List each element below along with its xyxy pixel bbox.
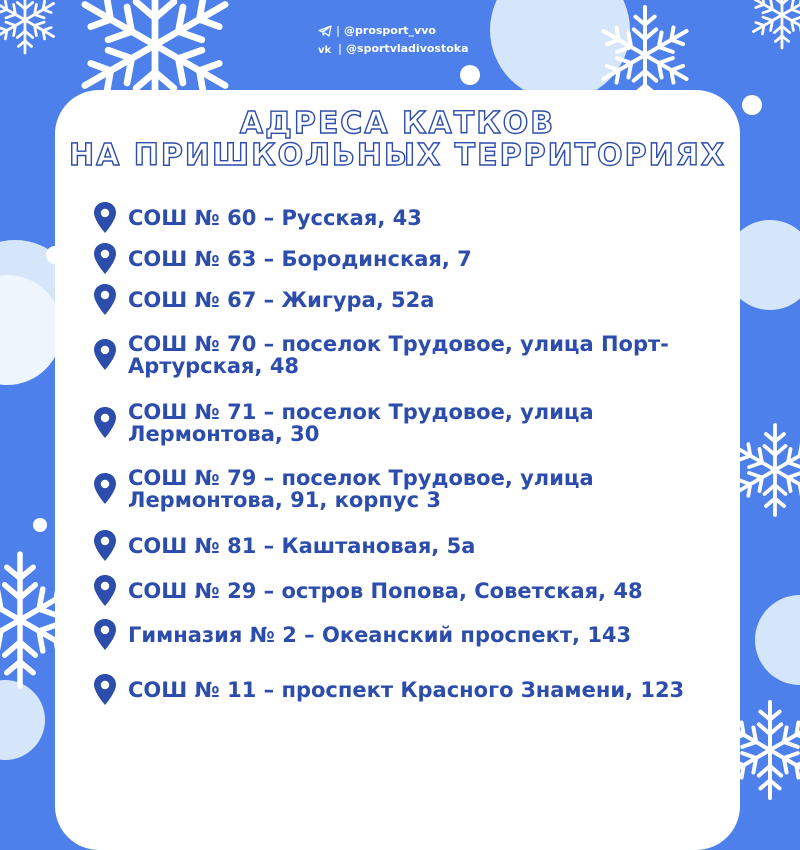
telegram-icon: [318, 25, 332, 37]
list-item: [92, 456, 732, 522]
list-item: [92, 522, 732, 569]
address-text: СОШ № 63 – Бородинская, 7: [128, 246, 472, 271]
list-item: [92, 279, 732, 320]
page-title: [55, 108, 740, 172]
address-text: СОШ № 60 – Русская, 43: [128, 205, 422, 230]
list-item: [92, 569, 732, 613]
address-text: СОШ № 70 – поселок Трудовое, улица Порт-Артурская, 48: [128, 332, 669, 378]
location-pin-icon: [92, 472, 118, 506]
telegram-handle[interactable]: @prosport_vvo: [344, 24, 436, 37]
location-pin-icon: [92, 283, 118, 317]
address-text: СОШ № 29 – остров Попова, Советская, 48: [128, 579, 643, 603]
location-pin-icon: [92, 529, 118, 563]
list-item: [92, 657, 732, 723]
address-text: СОШ № 71 – поселок Трудовое, улица Лермонтова, 30: [128, 400, 594, 446]
separator: |: [336, 24, 341, 37]
address-text: СОШ № 81 – Каштановая, 5а: [128, 533, 476, 558]
list-item: [92, 320, 732, 390]
address-text: СОШ № 67 – Жигура, 52а: [128, 287, 435, 312]
list-item: [92, 238, 732, 279]
list-item: [92, 390, 732, 456]
list-item: [92, 197, 732, 238]
separator: |: [338, 42, 343, 55]
location-pin-icon: [92, 201, 118, 235]
list-item: [92, 613, 732, 657]
address-text: СОШ № 11 – проспект Красного Знамени, 123: [128, 678, 685, 702]
location-pin-icon: [92, 574, 118, 608]
vk-handle[interactable]: @sportvladivostoka: [346, 42, 469, 55]
location-pin-icon: [92, 618, 118, 652]
title-line-2: НА ПРИШКОЛЬНЫХ ТЕРРИТОРИЯХ: [69, 138, 726, 173]
location-pin-icon: [92, 406, 118, 440]
location-pin-icon: [92, 673, 118, 707]
location-pin-icon: [92, 338, 118, 372]
address-text: Гимназия № 2 – Океанский проспект, 143: [128, 623, 632, 647]
svg-text:vk: vk: [318, 45, 332, 54]
vk-icon: [318, 44, 334, 54]
vk-row: [318, 40, 469, 58]
telegram-row: [318, 22, 469, 40]
title-line-1: АДРЕСА КАТКОВ: [239, 106, 556, 141]
social-handles: [318, 22, 469, 58]
address-list: [92, 197, 732, 723]
location-pin-icon: [92, 242, 118, 276]
address-text: СОШ № 79 – поселок Трудовое, улица Лермонтова, 91, корпус 3: [128, 466, 594, 512]
